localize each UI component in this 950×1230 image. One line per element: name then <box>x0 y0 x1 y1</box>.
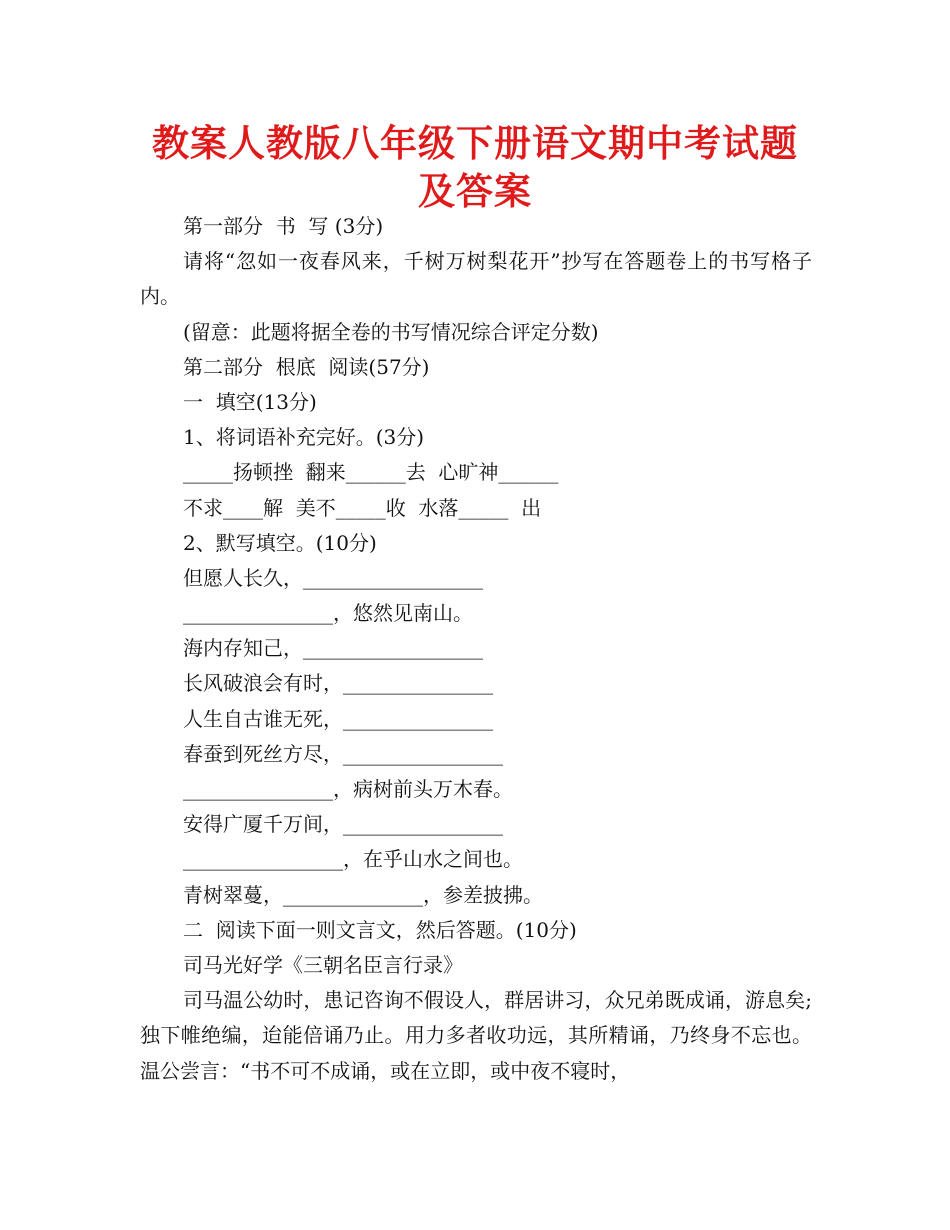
poem-blank-line: 海内存知己，__________________ <box>183 636 483 661</box>
subsection-heading-classical: 二 阅读下面一则文言文，然后答题。(10分) <box>183 917 577 942</box>
poem-blank-line: _______________，悠然见南山。 <box>183 601 473 626</box>
poem-blank-line: 春蚕到死丝方尽，________________ <box>183 741 503 766</box>
question-1-blanks-row-2: 不求____解 美不_____收 水落_____ 出 <box>183 495 542 520</box>
poem-blank-line: 青树翠蔓，______________，参差披拂。 <box>183 882 543 907</box>
poem-blank-line: 人生自古谁无死，_______________ <box>183 706 493 731</box>
section-heading-reading: 第二部分 根底 阅读(57分) <box>183 354 430 379</box>
question-1-blanks-row-1: _____扬顿挫 翻来______去 心旷神______ <box>183 460 559 485</box>
document-title: 教案人教版八年级下册语文期中考试题及答案 <box>152 122 798 213</box>
passage-title: 司马光好学《三朝名臣言行录》 <box>183 952 463 977</box>
instruction-paragraph: 请将“忽如一夜春风来，千树万树梨花开”抄写在答题卷上的书写格子内。 <box>140 249 812 309</box>
poem-blank-line: 但愿人长久，__________________ <box>183 565 483 590</box>
classical-passage: 司马温公幼时，患记咨询不假设人，群居讲习，众兄弟既成诵，游息矣;独下帷绝编，迨能倍诵乃止。用力多者收功远，其所精诵，乃终身不忘也。温公尝言：“书不可不成诵，或在立即，或中夜不寝时， <box>140 988 812 1083</box>
poem-blank-line: 长风破浪会有时，_______________ <box>183 671 493 696</box>
section-heading-writing: 第一部分 书 写 (3分) <box>183 214 384 238</box>
note-line: (留意：此题将据全卷的书写情况综合评定分数) <box>183 319 599 344</box>
subsection-heading-fill: 一 填空(13分) <box>183 389 317 414</box>
document-body <box>140 209 812 1089</box>
poem-blank-line: _______________，病树前头万木春。 <box>183 777 513 802</box>
question-2-heading: 2、默写填空。(10分) <box>183 530 377 555</box>
poem-blank-line: 安得广厦千万间，________________ <box>183 812 503 837</box>
question-1-heading: 1、将词语补充完好。(3分) <box>183 425 425 450</box>
poem-blank-line: ________________，在乎山水之间也。 <box>183 847 523 872</box>
